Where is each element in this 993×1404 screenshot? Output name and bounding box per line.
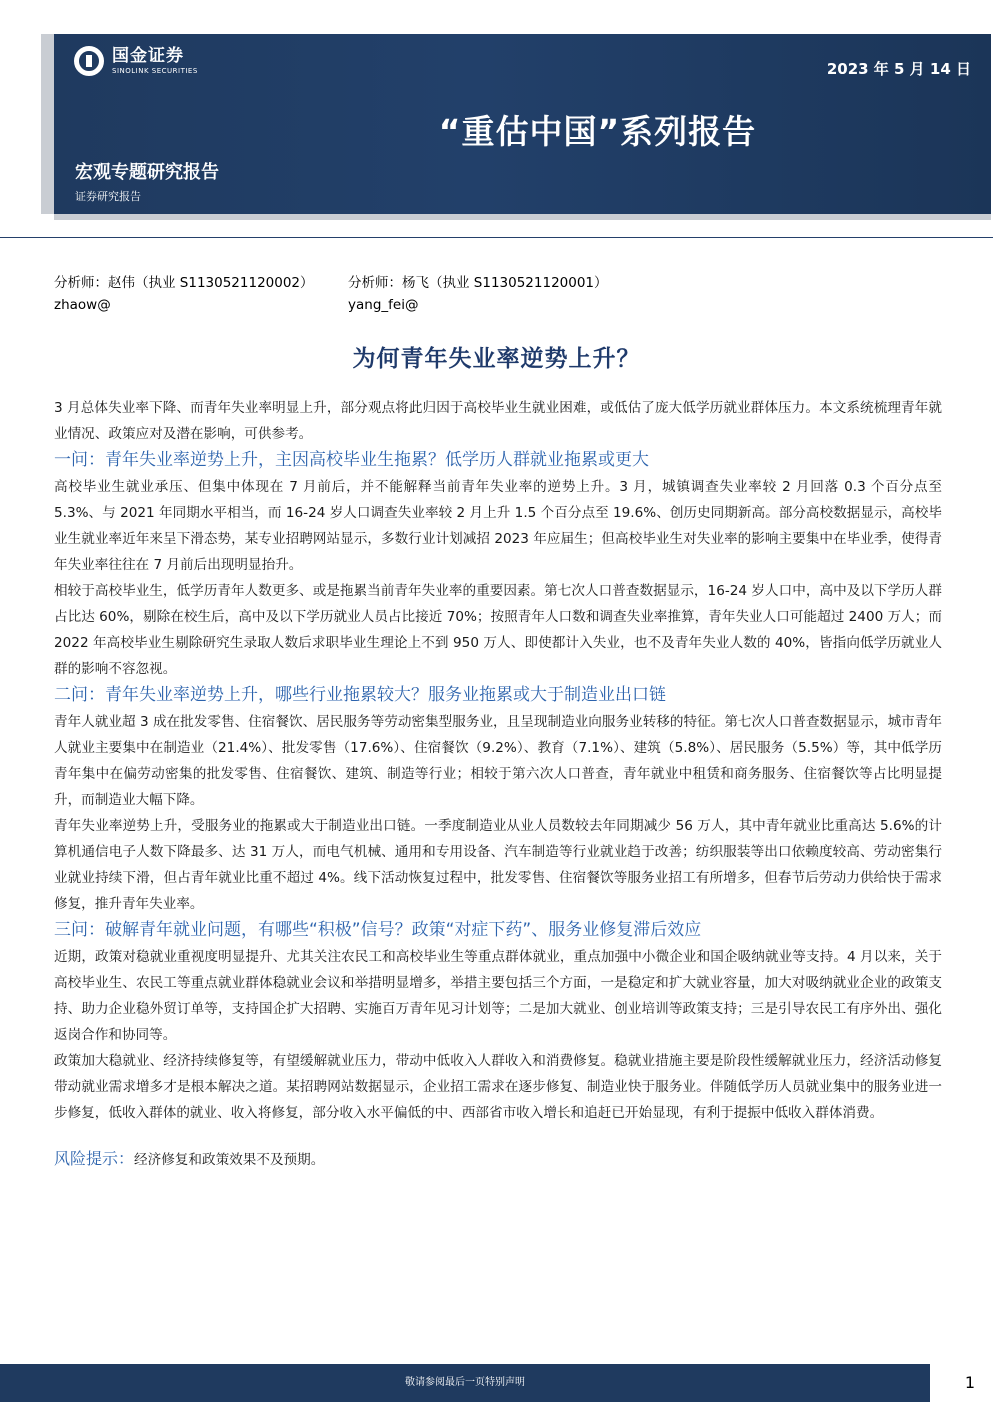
report-body [54, 395, 942, 1173]
intro-paragraph: 3 月总体失业率下降、而青年失业率明显上升，部分观点将此归因于高校毕业生就业困难，或低估了庞大低学历就业群体压力。本文系统梳理青年就业情况、政策应对及潜在影响，可供参考。 [54, 400, 942, 442]
risk-notice [54, 1146, 942, 1173]
analyst-2 [348, 272, 608, 316]
section-2-heading: 二问：青年失业率逆势上升，哪些行业拖累较大？服务业拖累或大于制造业出口链 [54, 685, 666, 705]
section-2-paragraph-2: 青年失业率逆势上升，受服务业的拖累或大于制造业出口链。一季度制造业从业人员数较去年同期减少 56 万人，其中青年就业比重高达 5.6%的计算机通信电子人数下降最多、达 31 万人，而电气机械、通用和专用设备、汽车制造等行业就业趋于改善；纺织服装等出口依赖度较高、劳动密集行业就业持续下滑，但占青年就业比重不超过 4%。线下活动恢复过程中，批发零售、住宿餐饮等服务业招工有所增多，但春节后劳动力供给快于需求修复，推升青年失业率。 [54, 818, 942, 912]
section-3-paragraph-1: 近期，政策对稳就业重视度明显提升、尤其关注农民工和高校毕业生等重点群体就业，重点加强中小微企业和国企吸纳就业等支持。4 月以来，关于高校毕业生、农民工等重点就业群体稳就业会议和举措明显增多，举措主要包括三个方面，一是稳定和扩大就业容量，加大对吸纳就业企业的政策支持、助力企业稳外贸订单等，支持国企扩大招聘、实施百万青年见习计划等；二是加大就业、创业培训等政策支持；三是引导农民工有序外出、强化返岗合作和协同等。 [54, 949, 942, 1043]
section-1-paragraph-2: 相较于高校毕业生，低学历青年人数更多、或是拖累当前青年失业率的重要因素。第七次人口普查数据显示，16-24 岁人口中，高中及以下学历人群占比达 60%，剔除在校生后，高中及以下学历就业人员占比接近 70%；按照青年人口数和调查失业率推算，青年失业人口可能超过 2400 万人；而 2022 年高校毕业生剔除研究生录取人数后求职毕业生理论上不到 950 万人、即使都计入失业，也不及青年失业人数的 40%，皆指向低学历就业人群的影响不容忽视。 [54, 583, 942, 677]
company-logo [74, 46, 198, 76]
analyst-1 [54, 272, 314, 316]
logo-en-text: SINOLINK SECURITIES [112, 66, 198, 75]
logo-icon [74, 46, 104, 76]
report-type: 宏观专题研究报告 [75, 162, 219, 183]
analyst-2-email[interactable]: yang_fei@ [348, 297, 419, 313]
analyst-1-label: 分析师：赵伟（执业 S1130521120002） [54, 275, 314, 291]
section-3-paragraph-2: 政策加大稳就业、经济持续修复等，有望缓解就业压力，带动中低收入人群收入和消费修复。稳就业措施主要是阶段性缓解就业压力，经济活动修复带动就业需求增多才是根本解决之道。某招聘网站数据显示，企业招工需求在逐步修复、制造业快于服务业。伴随低学历人员就业集中的服务业进一步修复，低收入群体的就业、收入将修复，部分收入水平偏低的中、西部省市收入增长和追赶已开始显现，有利于提振中低收入群体消费。 [54, 1053, 942, 1121]
report-date: 2023 年 5 月 14 日 [826, 60, 971, 78]
analyst-1-email[interactable]: zhaow@ [54, 297, 111, 313]
section-1-heading: 一问：青年失业率逆势上升，主因高校毕业生拖累？低学历人群就业拖累或更大 [54, 450, 649, 470]
analyst-2-label: 分析师：杨飞（执业 S1130521120001） [348, 275, 608, 291]
section-2-paragraph-1: 青年人就业超 3 成在批发零售、住宿餐饮、居民服务等劳动密集型服务业，且呈现制造业向服务业转移的特征。第七次人口普查数据显示，城市青年人就业主要集中在制造业（21.4%）、批发零售（17.6%）、住宿餐饮（9.2%）、教育（7.1%）、建筑（5.8%）、居民服务（5.5%）等，其中低学历青年集中在偏劳动密集的批发零售、住宿餐饮、建筑、制造等行业；相较于第六次人口普查，青年就业中租赁和商务服务、住宿餐饮等占比明显提升，而制造业大幅下降。 [54, 714, 942, 808]
section-1-paragraph-1: 高校毕业生就业承压、但集中体现在 7 月前后，并不能解释当前青年失业率的逆势上升。3 月，城镇调查失业率较 2 月回落 0.3 个百分点至 5.3%、与 2021 年同期水平相当，而 16-24 岁人口调查失业率较 2 月上升 1.5 个百分点至 19.6%、创历史同期新高。部分高校数据显示，高校毕业生就业率近年来呈下滑态势，某专业招聘网站显示，多数行业计划减招 2023 年应届生；但高校毕业生对失业率的影响主要集中在毕业季，使得青年失业率往往在 7 月前后出现明显抬升。 [54, 479, 942, 573]
risk-label: 风险提示： [54, 1149, 135, 1168]
footer-disclaimer-note: 敬请参阅最后一页特别声明 [405, 1377, 525, 1388]
report-subtype: 证券研究报告 [75, 190, 141, 203]
series-title: “重估中国”系列报告 [438, 112, 757, 151]
document-title: 为何青年失业率逆势上升？ [352, 346, 641, 372]
section-3-heading: 三问：破解青年就业问题，有哪些“积极”信号？政策“对症下药”、服务业修复滞后效应 [54, 920, 702, 940]
logo-cn-text: 国金证券 [112, 45, 184, 66]
header-banner [54, 34, 991, 214]
page-number: 1 [964, 1373, 975, 1392]
risk-text: 经济修复和政策效果不及预期。 [134, 1152, 325, 1168]
header-divider [0, 237, 993, 238]
